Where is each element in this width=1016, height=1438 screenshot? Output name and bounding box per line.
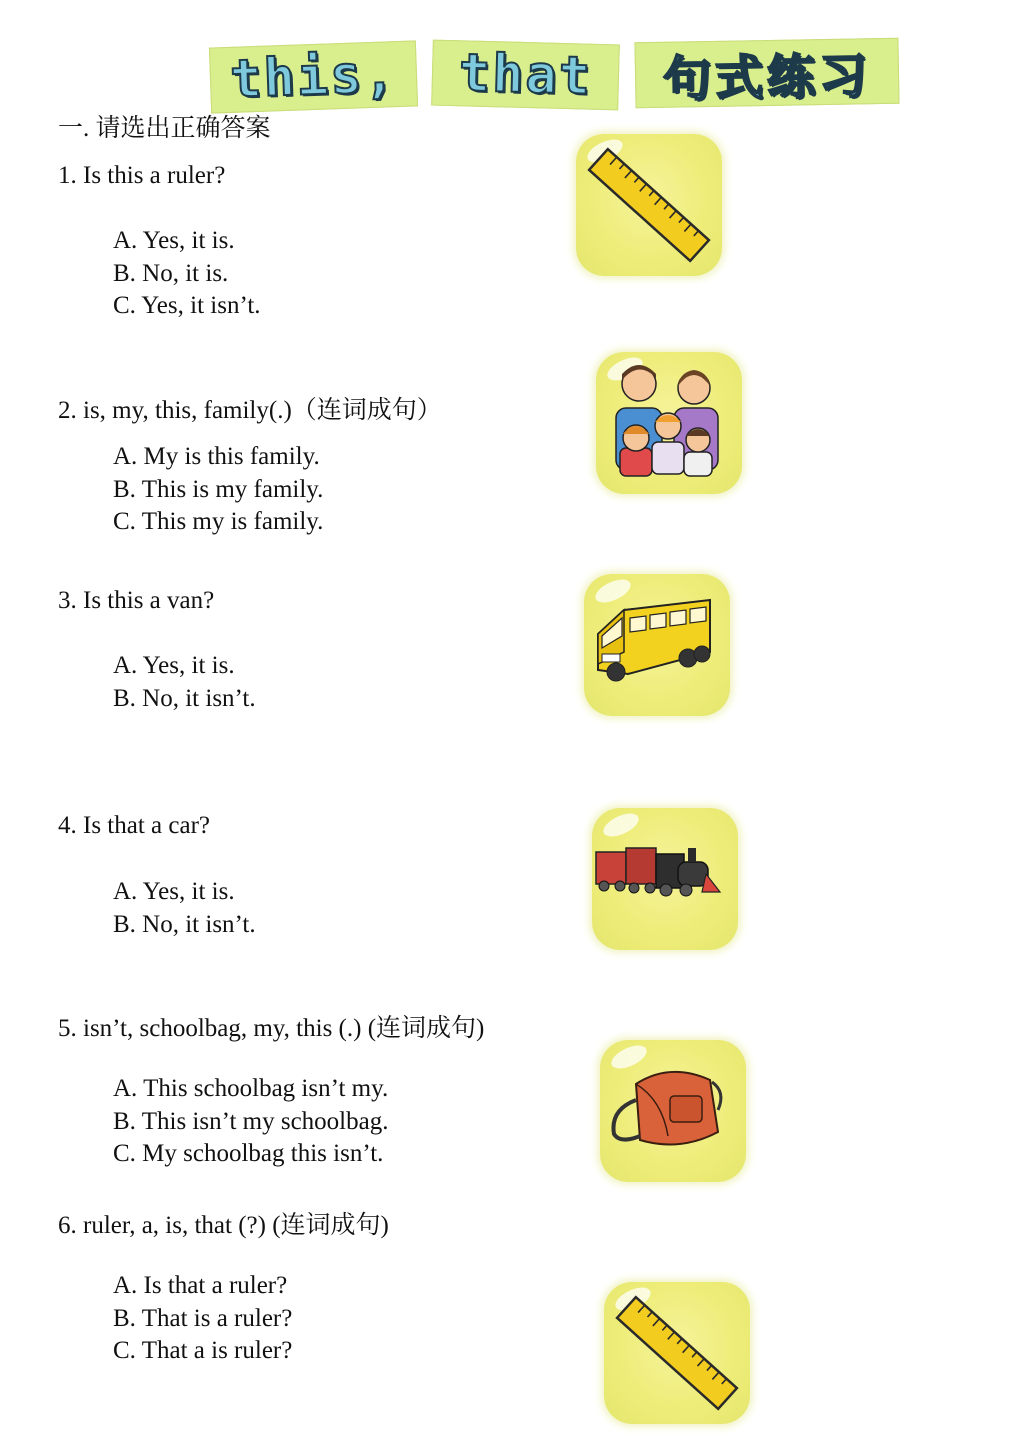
title-word-that: that (458, 43, 593, 107)
title-tile-that (431, 40, 620, 111)
question-2-options (113, 441, 323, 539)
question-3-option-b[interactable]: B. No, it isn’t. (113, 684, 256, 712)
question-5-options (113, 1073, 388, 1171)
question-3-options (113, 650, 256, 715)
question-4-option-b[interactable]: B. No, it isn’t. (113, 910, 256, 938)
question-6-option-c[interactable]: C. That a is ruler? (113, 1337, 293, 1364)
question-6-option-b[interactable]: B. That is a ruler? (113, 1304, 293, 1332)
question-1-option-c[interactable]: C. Yes, it isn’t. (113, 292, 261, 319)
question-3-option-a[interactable]: A. Yes, it is. (113, 652, 235, 679)
question-5-prompt: 5. isn’t, schoolbag, my, this (.) (连词成句) (58, 1015, 485, 1042)
title-tile-cn (634, 38, 899, 109)
question-2-option-a[interactable]: A. My is this family. (113, 443, 320, 470)
question-2-prompt: 2. is, my, this, family(.)（连词成句） (58, 397, 442, 424)
title-word-this: this, (229, 44, 398, 110)
question-6-prompt: 6. ruler, a, is, that (?) (连词成句) (58, 1212, 389, 1239)
question-1-prompt: 1. Is this a ruler? (58, 162, 226, 189)
question-5-option-c[interactable]: C. My schoolbag this isn’t. (113, 1140, 384, 1167)
question-5-option-b[interactable]: B. This isn’t my schoolbag. (113, 1107, 389, 1135)
question-6-options (113, 1270, 292, 1368)
ruler-picture (576, 134, 722, 276)
family-picture (596, 352, 742, 494)
question-1-option-a[interactable]: A. Yes, it is. (113, 227, 235, 254)
van-picture (584, 574, 730, 716)
train-picture (592, 808, 738, 950)
question-4-options (113, 876, 256, 941)
ruler-picture-2 (604, 1282, 750, 1424)
section-heading: 一. 请选出正确答案 (58, 115, 271, 142)
schoolbag-picture (600, 1040, 746, 1182)
question-1-option-b[interactable]: B. No, it is. (113, 259, 229, 287)
question-2-option-b[interactable]: B. This is my family. (113, 475, 324, 503)
question-6-option-a[interactable]: A. Is that a ruler? (113, 1272, 288, 1299)
question-3-prompt: 3. Is this a van? (58, 587, 215, 614)
title-word-cn: 句式练习 (662, 47, 872, 108)
title-tile-this (209, 40, 418, 113)
schoolbag-icon (600, 1040, 746, 1182)
question-5-option-a[interactable]: A. This schoolbag isn’t my. (113, 1075, 389, 1102)
question-1-options (113, 225, 261, 323)
question-4-prompt: 4. Is that a car? (58, 812, 211, 839)
worksheet-title (210, 40, 900, 112)
ruler-icon (576, 134, 722, 276)
question-4-option-a[interactable]: A. Yes, it is. (113, 878, 235, 905)
train-icon (592, 808, 738, 950)
question-2-option-c[interactable]: C. This my is family. (113, 508, 324, 535)
family-icon (596, 352, 742, 494)
van-icon (584, 574, 730, 716)
ruler-icon (604, 1282, 750, 1424)
